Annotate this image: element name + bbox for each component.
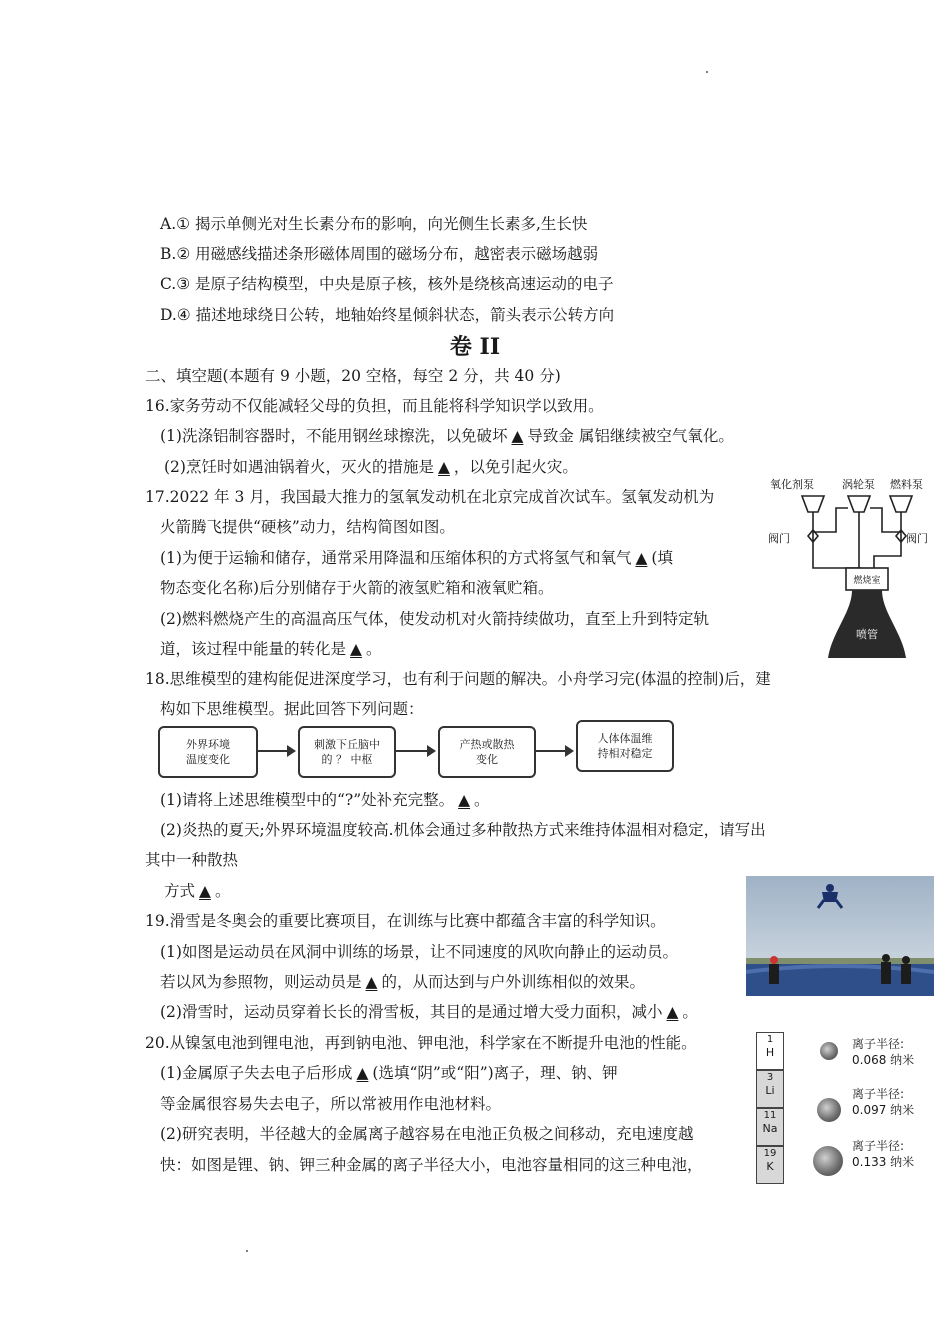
- q18-line2: 构如下思维模型。据此回答下列问题：: [160, 700, 424, 718]
- q18-line1: 18.思维模型的建构能促进深度学习，也有利于问题的解决。小舟学习完(体温的控制)后，建: [145, 670, 771, 688]
- atomic-number: 1: [766, 1034, 774, 1045]
- flow-box-1: [158, 726, 258, 778]
- element-cell-na: [756, 1108, 784, 1146]
- q19-part1: [160, 972, 645, 992]
- ion-radius-value: 0.097 纳米: [852, 1103, 915, 1117]
- flow-arrow: [256, 750, 294, 752]
- ion-radius-label: 离子半径:: [852, 1037, 905, 1051]
- answer-blank[interactable]: ▲: [437, 458, 450, 476]
- q18-part1: [160, 790, 490, 810]
- answer-blank[interactable]: ▲: [365, 973, 378, 991]
- q16-stem: 16.家务劳动不仅能减轻父母的负担，而且能将科学知识学以致用。: [145, 397, 604, 415]
- answer-blank[interactable]: ▲: [635, 549, 648, 567]
- q17-part2: [160, 639, 381, 659]
- q17-part2-line1: (2)燃料燃烧产生的高温高压气体，使发动机对火箭持续做功，直至上升到特定轨: [160, 610, 709, 628]
- element-cell-h: [756, 1032, 784, 1070]
- q17-part1: [160, 548, 673, 568]
- q17-part1-line2: 物态变化名称)后分别储存于火箭的液氢贮箱和液氧贮箱。: [160, 579, 554, 597]
- flow-box-2: [298, 726, 396, 778]
- option-b: B.② 用磁感线描述条形磁体周围的磁场分布，越密表示磁场越弱: [160, 245, 599, 263]
- option-a: A.① 揭示单侧光对生长素分布的影响，向光侧生长素多,生长快: [160, 215, 588, 233]
- atomic-number: 3: [766, 1072, 774, 1083]
- text: 。: [214, 882, 231, 900]
- scan-dot: [246, 1250, 248, 1252]
- engine-diagram: [766, 472, 938, 664]
- element-symbol: Na: [762, 1122, 778, 1135]
- nozzle: [828, 590, 906, 658]
- box-text: 变化: [476, 753, 498, 766]
- text: (1)洗涤铝制容器时，不能用钢丝球擦洗，以免破坏: [160, 427, 508, 445]
- box-text: 外界环境: [186, 738, 230, 751]
- element-symbol: Li: [765, 1084, 775, 1097]
- element-symbol: K: [766, 1160, 774, 1173]
- fuel-pump-icon: [890, 496, 912, 512]
- text: (1)为便于运输和储存，通常采用降温和压缩体积的方式将氢气和氧气: [160, 549, 632, 567]
- ion-radius-value: 0.068 纳米: [852, 1053, 915, 1067]
- turbo-pump-icon: [848, 496, 870, 512]
- q19-part2: [160, 1002, 698, 1022]
- ion-li: [820, 1042, 838, 1060]
- text: 若以风为参照物，则运动员是: [160, 973, 362, 991]
- answer-blank[interactable]: ▲: [666, 1003, 679, 1021]
- valve-left-label: 阀门: [768, 532, 790, 545]
- option-c: C.③ 是原子结构模型，中央是原子核，核外是绕核高速运动的电子: [160, 275, 614, 293]
- q19-stem: 19.滑雪是冬奥会的重要比赛项目，在训练与比赛中都蕴含丰富的科学知识。: [145, 912, 666, 930]
- text: 。: [682, 1003, 698, 1021]
- q18-part2-line2: 其中一种散热: [145, 851, 239, 869]
- ion-radius-label: 离子半径:: [852, 1139, 905, 1153]
- q20-stem: 20.从镍氢电池到锂电池，再到钠电池、钾电池，科学家在不断提升电池的性能。: [145, 1034, 697, 1052]
- valve-right-label: 阀门: [906, 532, 928, 545]
- flow-box-4: [576, 720, 674, 772]
- element-symbol: H: [765, 1046, 775, 1059]
- box-text: 刺激下丘脑中: [314, 738, 380, 751]
- answer-blank[interactable]: ▲: [350, 640, 362, 658]
- oxidizer-pump-label: 氧化剂泵: [770, 478, 814, 491]
- q18-part2: [164, 881, 230, 901]
- q20-part1: [160, 1063, 618, 1083]
- q17-line1: 17.2022 年 3 月，我国最大推力的氢氧发动机在北京完成首次试车。氢氧发动机为: [145, 488, 715, 506]
- text: (选填“阴”或“阳”)离子，理、钠、钾: [372, 1064, 618, 1082]
- text: 导致金 属铝继续被空气氧化。: [527, 427, 734, 445]
- q16-part2: [164, 457, 578, 477]
- fuel-pump-label: 燃料泵: [890, 478, 923, 491]
- ion-na: [817, 1098, 841, 1122]
- flow-arrow: [394, 750, 434, 752]
- q19-part1-line1: (1)如图是运动员在风洞中训练的场景，让不同速度的风吹向静止的运动员。: [160, 943, 678, 961]
- nozzle-label: 喷管: [856, 628, 878, 641]
- q18-part2-line1: (2)炎热的夏天;外界环境温度较高.机体会通过多种散热方式来维持体温相对稳定，请写出: [160, 821, 766, 839]
- text: (填: [651, 549, 673, 567]
- box-text: 的 ？ 中枢: [321, 753, 373, 766]
- atomic-number: 19: [763, 1148, 777, 1159]
- scan-dot: [706, 71, 708, 73]
- element-cell-k: [756, 1146, 784, 1184]
- text: 方式: [164, 882, 196, 900]
- text: 道，该过程中能量的转化是: [160, 640, 347, 658]
- answer-blank[interactable]: ▲: [458, 791, 471, 809]
- q20-part2-line1: (2)研究表明，半径越大的金属离子越容易在电池正负极之间移动，充电速度越: [160, 1125, 694, 1143]
- atomic-number: 11: [763, 1110, 777, 1121]
- answer-blank[interactable]: ▲: [511, 427, 524, 445]
- flow-arrow: [534, 750, 572, 752]
- text: ，以免引起火灾。: [453, 458, 578, 476]
- chamber-label: 燃烧室: [853, 576, 881, 586]
- text: 的，从而达到与户外训练相似的效果。: [381, 973, 645, 991]
- volume-title: 卷 II: [449, 334, 501, 360]
- section-header: 二、填空题(本题有 9 小题，20 空格，每空 2 分，共 40 分): [145, 367, 561, 385]
- flow-box-3: [438, 726, 536, 778]
- ion-radius-value: 0.133 纳米: [852, 1155, 915, 1169]
- text: (1)请将上述思维模型中的“?”处补充完整。: [160, 791, 455, 809]
- text: 。: [474, 791, 490, 809]
- box-text: 持相对稳定: [597, 747, 653, 760]
- option-d: D.④ 描述地球绕日公转，地轴始终星倾斜状态，箭头表示公转方向: [160, 306, 615, 324]
- text: (1)金属原子失去电子后形成: [160, 1064, 353, 1082]
- box-text: 温度变化: [186, 753, 230, 766]
- box-text: 人体体温维: [597, 732, 653, 745]
- answer-blank[interactable]: ▲: [356, 1064, 369, 1082]
- ion-radius-label: 离子半径:: [852, 1087, 905, 1101]
- element-cell-li: [756, 1070, 784, 1108]
- oxidizer-pump-icon: [802, 496, 824, 512]
- turbo-pump-label: 涡轮泵: [842, 478, 875, 491]
- text: 。: [365, 640, 382, 658]
- q20-part1-line2: 等金属很容易失去电子，所以常被用作电池材料。: [160, 1095, 502, 1113]
- answer-blank[interactable]: ▲: [199, 882, 211, 900]
- q16-part1: [160, 426, 734, 446]
- q17-line2: 火箭腾飞提供“硬核”动力，结构简图如图。: [160, 518, 455, 536]
- q20-part2-line2: 快：如图是锂、钠、钾三种金属的离子半径大小，电池容量相同的这三种电池，: [160, 1156, 703, 1174]
- ion-k: [813, 1146, 843, 1176]
- text: (2)滑雪时，运动员穿着长长的滑雪板，其目的是通过增大受力面积，减小: [160, 1003, 663, 1021]
- box-text: 产热或散热: [459, 738, 515, 751]
- text: (2)烹饪时如遇油锅着火，灭火的措施是: [164, 458, 434, 476]
- wind-tunnel-photo: [746, 876, 934, 996]
